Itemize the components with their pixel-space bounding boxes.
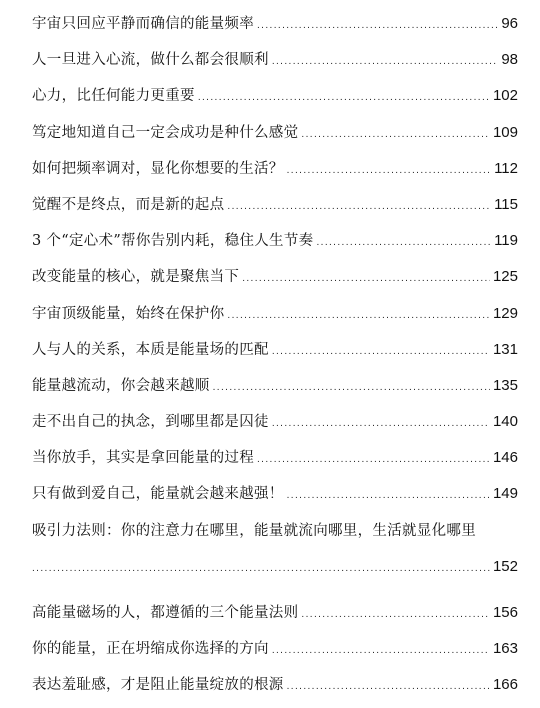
toc-entry[interactable] [32, 513, 518, 549]
dot-leader [257, 8, 498, 44]
dot-leader [287, 669, 490, 705]
toc-entry-page: 166 [492, 676, 518, 694]
toc-entry-page: 146 [492, 449, 518, 467]
toc-entry-page: 119 [494, 232, 518, 250]
toc-entry-title: 能量越流动，你会越来越顺 [32, 377, 210, 394]
dot-leader [272, 334, 490, 370]
dot-leader [257, 442, 490, 478]
toc-entry-title: 笃定地知道自己一定会成功是种什么感觉 [32, 124, 299, 141]
toc-entry[interactable] [32, 440, 518, 476]
dot-leader [213, 370, 490, 406]
toc-entry-title: 表达羞耻感，才是阻止能量绽放的根源 [32, 677, 284, 694]
table-of-contents [32, 6, 518, 704]
toc-entry-page: 131 [492, 340, 518, 358]
toc-entry-title: 高能量磁场的人，都遵循的三个能量法则 [32, 605, 299, 621]
toc-entry[interactable] [32, 115, 518, 151]
toc-entry-page: 125 [492, 268, 518, 286]
toc-entry-page: 129 [492, 304, 518, 322]
toc-entry-page: 156 [492, 604, 518, 621]
dot-leader [272, 44, 499, 80]
toc-entry-title: 只有做到爱自己，能量就会越来越强！ [32, 486, 284, 503]
toc-entry-page: 112 [494, 159, 518, 177]
dot-leader [198, 80, 490, 116]
toc-entry-page: 140 [492, 413, 518, 431]
dot-leader [227, 298, 490, 334]
dot-leader [301, 597, 490, 633]
toc-entry[interactable] [32, 595, 518, 631]
toc-entry-title: 心力，比任何能力更重要 [32, 88, 195, 105]
toc-entry[interactable] [32, 78, 518, 114]
toc-entry-continuation[interactable] [32, 549, 518, 585]
toc-entry-page: 115 [494, 195, 518, 213]
toc-entry[interactable] [32, 223, 518, 259]
toc-entry[interactable] [32, 631, 518, 667]
toc-entry[interactable] [32, 259, 518, 295]
toc-entry[interactable] [32, 6, 518, 42]
toc-entry-title: 吸引力法则：你的注意力在哪里，能量就流向哪里，生活就显化哪里 [32, 522, 476, 539]
toc-entry-page: 135 [492, 376, 518, 394]
toc-entry-title: 改变能量的核心，就是聚焦当下 [32, 269, 240, 286]
dot-leader [287, 478, 490, 514]
toc-entry[interactable] [32, 187, 518, 223]
toc-entry-page: 96 [501, 15, 518, 32]
toc-entry[interactable] [32, 368, 518, 404]
dot-leader [272, 633, 490, 669]
toc-entry[interactable] [32, 667, 518, 703]
toc-entry[interactable] [32, 332, 518, 368]
dot-leader [272, 406, 490, 442]
toc-entry[interactable] [32, 151, 518, 187]
toc-entry-title: 走不出自己的执念，到哪里都是囚徒 [32, 414, 269, 431]
toc-entry-title: 你的能量，正在坍缩成你选择的方向 [32, 641, 269, 658]
toc-entry-page: 98 [501, 51, 518, 69]
toc-entry[interactable] [32, 296, 518, 332]
dot-leader [287, 153, 491, 189]
toc-entry-page: 102 [492, 87, 518, 105]
toc-entry[interactable] [32, 404, 518, 440]
toc-entry-title: 当你放手，其实是拿回能量的过程 [32, 450, 254, 467]
dot-leader [301, 117, 490, 153]
toc-entry-page: 109 [492, 123, 518, 141]
dot-leader [316, 225, 491, 261]
toc-entry-title: 人与人的关系，本质是能量场的匹配 [32, 341, 269, 358]
dot-leader [242, 261, 490, 297]
toc-entry-page: 149 [492, 485, 518, 503]
dot-leader [227, 189, 491, 225]
toc-entry-title: 如何把频率调对，显化你想要的生活？ [32, 160, 284, 177]
toc-entry-title: 觉醒不是终点，而是新的起点 [32, 196, 225, 213]
toc-entry[interactable] [32, 476, 518, 512]
toc-entry[interactable] [32, 42, 518, 78]
toc-entry-title: 人一旦进入心流，做什么都会很顺利 [32, 52, 269, 69]
toc-entry-title: 宇宙只回应平静而确信的能量频率 [32, 16, 254, 32]
dot-leader [32, 551, 490, 587]
toc-entry-page: 152 [492, 557, 518, 575]
toc-entry-title: 宇宙顶级能量，始终在保护你 [32, 305, 225, 322]
toc-entry-title: 3 个“定心术”帮你告别内耗，稳住人生节奏 [32, 233, 314, 250]
toc-entry-page: 163 [492, 640, 518, 658]
